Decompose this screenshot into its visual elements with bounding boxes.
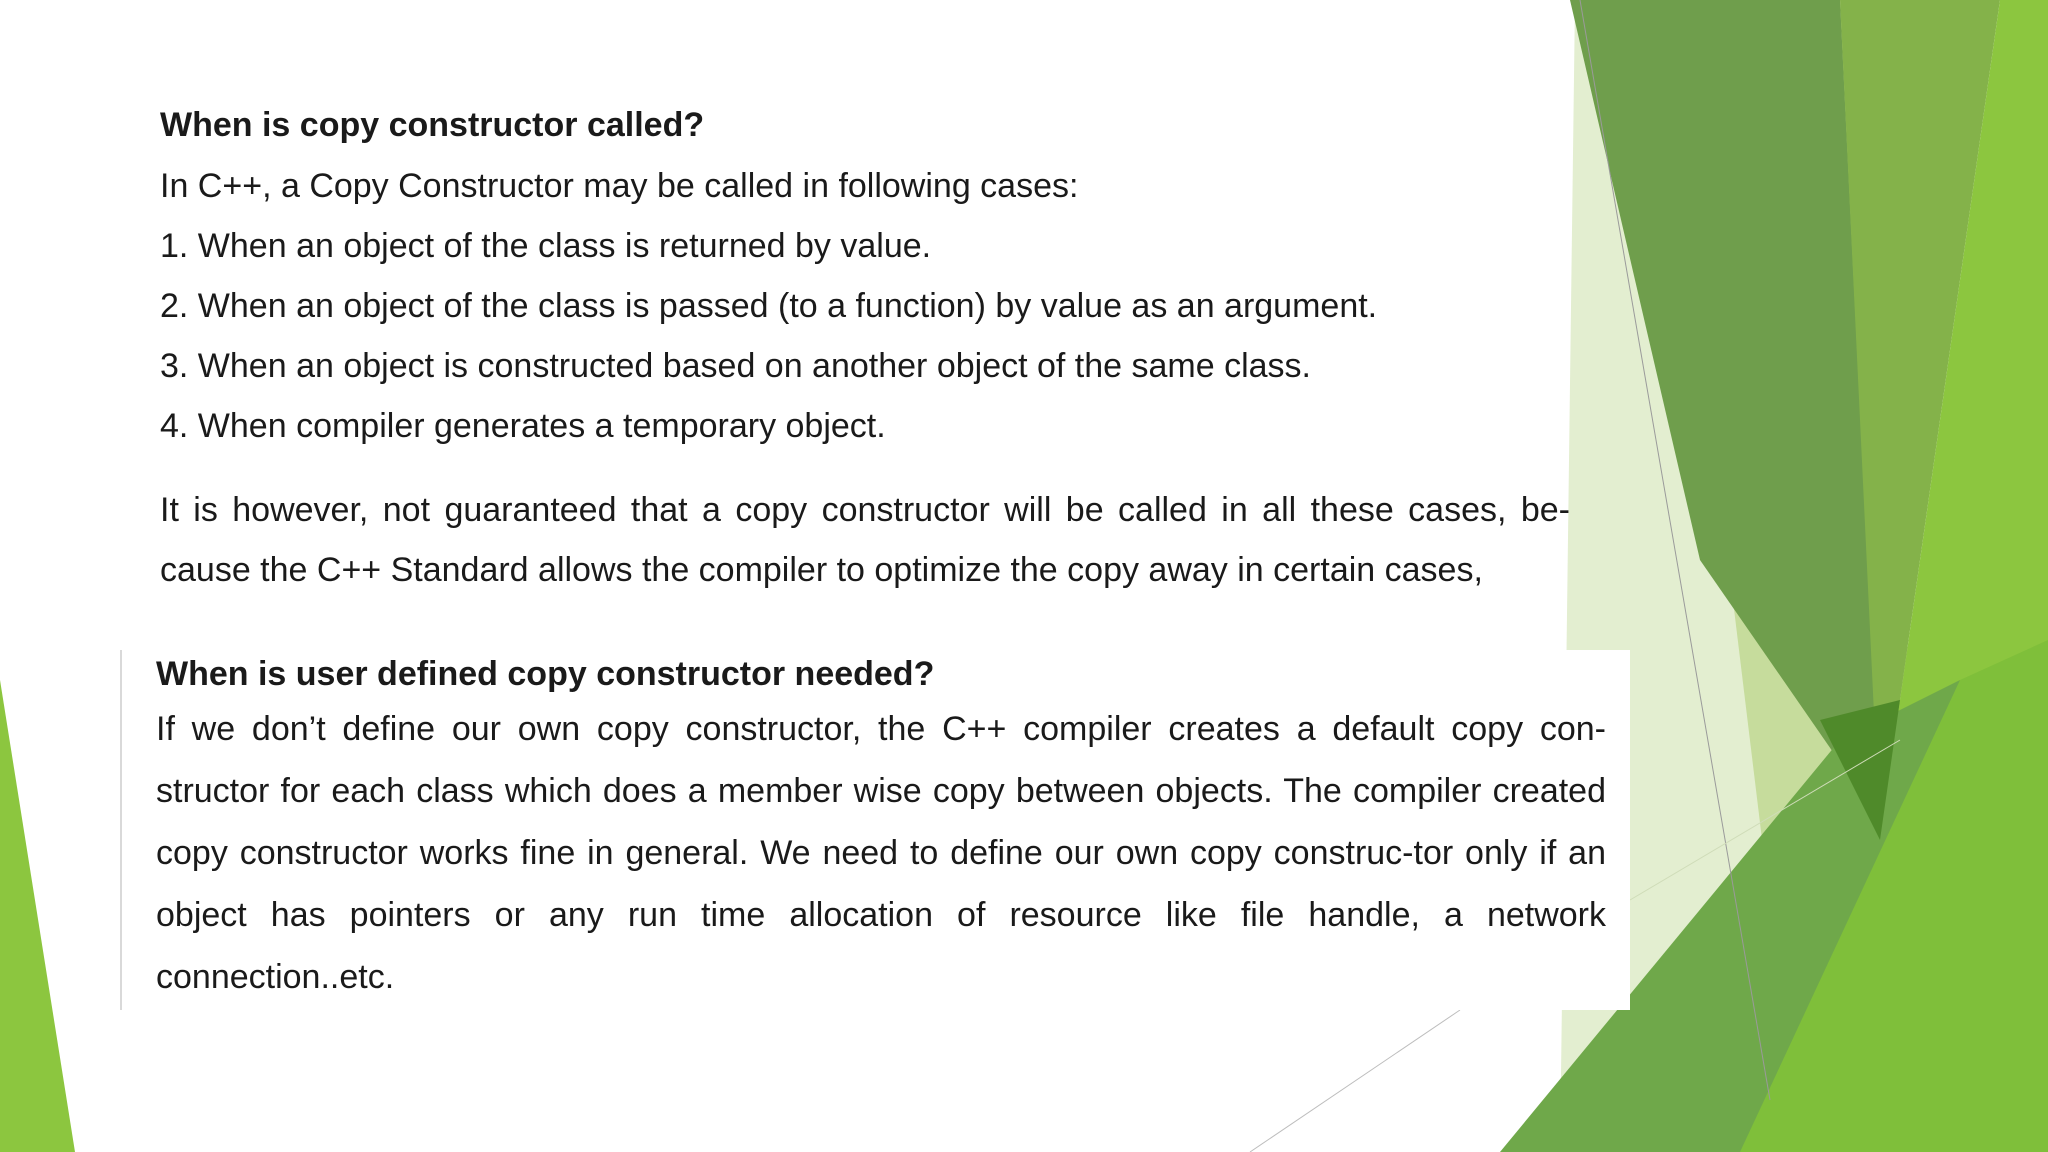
list-item: 1. When an object of the class is returned by value. <box>160 227 932 265</box>
list-item: 4. When compiler generates a temporary object. <box>160 407 886 445</box>
list-item: 2. When an object of the class is passed (to a function) by value as an argument. <box>160 287 1378 325</box>
copy-constructor-called-section <box>160 100 1580 634</box>
section-heading: When is copy constructor called? <box>160 106 705 144</box>
list-item: 3. When an object is constructed based on another object of the same class. <box>160 347 1312 385</box>
section-intro: In C++, a Copy Constructor may be called in following cases: <box>160 167 1079 205</box>
section-heading: When is user defined copy constructor needed? <box>156 655 935 693</box>
section-paragraph: If we don’t define our own copy constructor, the C++ compiler creates a default copy con-structor for each class which does a member wise copy between objects. The compiler created copy constructor works fine in general. We need to define our own copy construc-tor only if an object has pointers or any run time allocation of resource like file handle, a network connection..etc. <box>156 710 1606 996</box>
section-note: It is however, not guaranteed that a copy constructor will be called in all these cases, be-cause the C++ Standard allows the compiler to optimize the copy away in certain cases, <box>160 491 1570 589</box>
user-defined-copy-constructor-section <box>120 650 1630 1010</box>
